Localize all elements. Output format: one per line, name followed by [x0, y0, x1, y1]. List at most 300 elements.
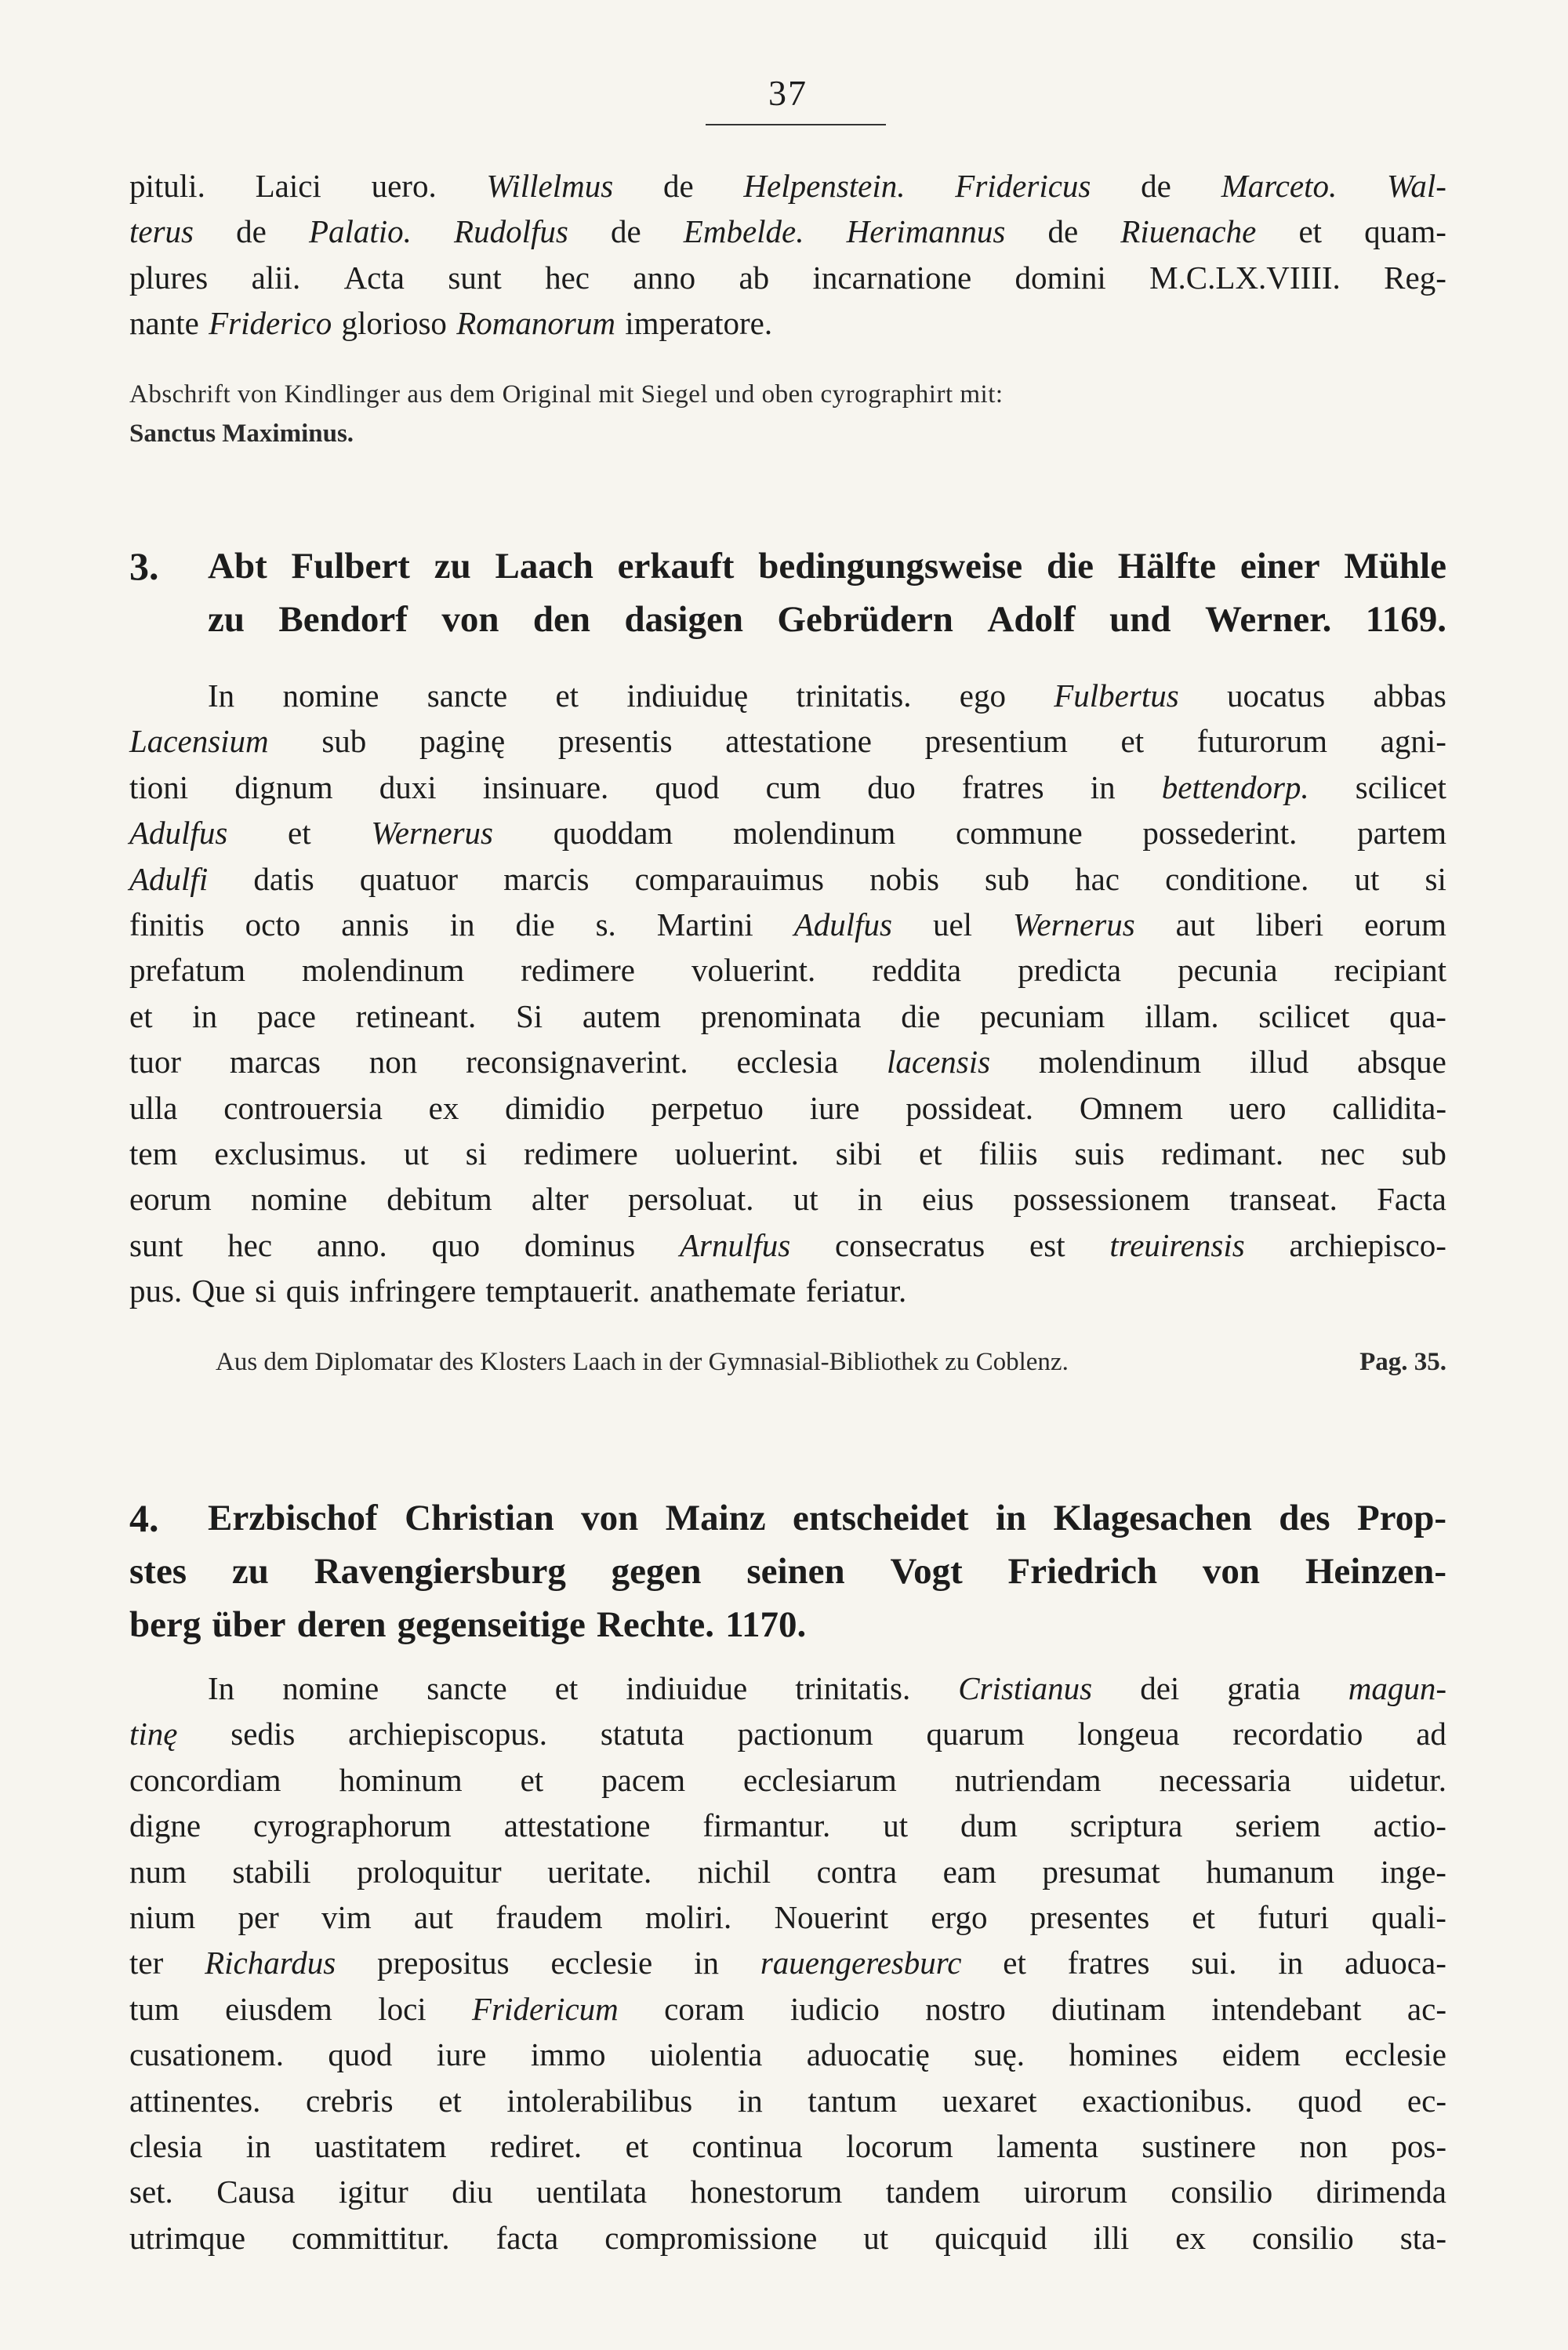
- word: Prop-: [1356, 1498, 1446, 1538]
- word: suis: [1074, 1135, 1125, 1171]
- word: Erzbischof: [208, 1498, 378, 1538]
- word: et: [1192, 1898, 1215, 1935]
- word: set.: [129, 2174, 173, 2210]
- doc4-body-line: [129, 1757, 1446, 1803]
- word: Laici: [255, 168, 321, 204]
- doc4-heading-line: [129, 1491, 1446, 1545]
- word: fratres: [961, 768, 1044, 805]
- word: dasigen: [624, 599, 743, 640]
- word: quis: [285, 1273, 340, 1309]
- word: ut: [1354, 860, 1380, 897]
- word: ter: [129, 1945, 164, 1981]
- word: nobis: [869, 860, 939, 897]
- word: ex: [1175, 2219, 1206, 2256]
- word: terus: [129, 213, 194, 250]
- word: rauengeresburc: [760, 1945, 962, 1981]
- word: cyrographorum: [253, 1807, 452, 1844]
- word: controuersia: [223, 1089, 383, 1126]
- word: tinę: [129, 1716, 178, 1753]
- word: Fulbert: [291, 546, 410, 587]
- word: ut: [793, 1181, 818, 1218]
- word: Omnem: [1079, 1089, 1183, 1126]
- word: uoluerint.: [674, 1135, 799, 1171]
- word: stabili: [232, 1853, 311, 1890]
- doc4-body: [129, 1665, 1446, 2261]
- word: datis: [253, 860, 314, 897]
- word: Romanorum: [456, 305, 615, 342]
- word: Marceto.: [1221, 168, 1338, 204]
- word: Cristianus: [958, 1670, 1093, 1706]
- word: in: [1278, 1945, 1304, 1981]
- word: clesia: [129, 2127, 203, 2164]
- word: digne: [129, 1807, 201, 1844]
- word: Que: [191, 1273, 245, 1309]
- word: et: [554, 1670, 579, 1706]
- word: uentilata: [536, 2174, 648, 2210]
- word: illam.: [1145, 997, 1219, 1034]
- word: uocatus: [1226, 677, 1326, 714]
- word: possederint.: [1142, 815, 1298, 852]
- word: eam: [942, 1853, 996, 1890]
- word: in: [449, 906, 475, 943]
- word: in: [192, 997, 218, 1034]
- word: Rudolfus: [454, 213, 568, 250]
- word: pecunia: [1178, 952, 1278, 989]
- doc4-body-line: [129, 1894, 1446, 1940]
- word: einer: [1240, 546, 1320, 587]
- word: Wernerus: [371, 815, 493, 852]
- word: indiuiduę: [626, 677, 749, 714]
- word: zu: [434, 546, 471, 587]
- word: proloquitur: [357, 1853, 502, 1890]
- word: cum: [765, 768, 822, 805]
- word: sub: [321, 723, 367, 760]
- word: et: [555, 677, 579, 714]
- word: honestorum: [690, 2174, 843, 2210]
- word: bedingungsweise: [758, 546, 1023, 587]
- word: redimere: [524, 1135, 638, 1171]
- word: in: [1090, 768, 1116, 805]
- word: et: [438, 2082, 462, 2119]
- word: Hälfte: [1117, 546, 1217, 587]
- doc3-body-line: [129, 718, 1446, 764]
- word: anno.: [316, 1226, 387, 1263]
- word: aduoca-: [1345, 1945, 1446, 1981]
- word: presentes: [1029, 1898, 1150, 1935]
- word: attinentes.: [129, 2082, 261, 2119]
- word: indiuidue: [626, 1670, 748, 1706]
- word: pos-: [1391, 2127, 1446, 2164]
- doc3-heading: [129, 539, 1446, 646]
- word: redimant.: [1161, 1135, 1284, 1171]
- word: persoluat.: [627, 1181, 754, 1218]
- word: quo: [431, 1226, 481, 1263]
- word: possessionem: [1013, 1181, 1190, 1218]
- word: consilio: [1171, 2174, 1273, 2210]
- word: infringere: [349, 1273, 477, 1309]
- doc3-heading-line: [129, 593, 1446, 646]
- word: et: [1003, 1945, 1026, 1981]
- word: Gebrüdern: [777, 599, 953, 640]
- word: plures: [129, 259, 209, 296]
- word: anno: [633, 259, 696, 296]
- word: Friderico: [209, 305, 332, 342]
- page-number: 37: [768, 73, 808, 113]
- word: de: [610, 213, 641, 250]
- word: commune: [956, 815, 1083, 852]
- word: die: [515, 906, 555, 943]
- word: agni-: [1380, 723, 1446, 760]
- continuation-source-note: [129, 375, 1446, 453]
- word: uero: [1229, 1089, 1287, 1126]
- word: prepositus: [377, 1945, 510, 1981]
- word: fratres: [1067, 1945, 1150, 1981]
- word: Ravengiersburg: [314, 1551, 566, 1592]
- word: sunt: [129, 1226, 183, 1263]
- word: erkauft: [617, 546, 735, 587]
- word: partem: [1357, 815, 1446, 852]
- doc3-body-line: [129, 902, 1446, 947]
- page-number-rule: [706, 124, 886, 125]
- word: tioni: [129, 768, 189, 805]
- word: et: [625, 2127, 649, 2164]
- word: nec: [1320, 1135, 1365, 1171]
- word: ex: [428, 1089, 459, 1126]
- word: tantum: [808, 2082, 898, 2119]
- word: quali-: [1371, 1898, 1446, 1935]
- word: hec: [227, 1226, 273, 1263]
- word: dei: [1140, 1670, 1180, 1706]
- word: bettendorp.: [1161, 768, 1309, 805]
- word: presentis: [557, 723, 673, 760]
- word: ecclesie: [1345, 2036, 1446, 2073]
- word: uero.: [371, 168, 437, 204]
- continuation-line: [129, 209, 1446, 254]
- word: iure: [436, 2036, 487, 2073]
- word: longeua: [1077, 1716, 1180, 1753]
- word: possideat.: [906, 1089, 1034, 1126]
- note-line: [129, 414, 1446, 453]
- doc4-heading-line: [129, 1598, 1446, 1651]
- doc4-body-line: [129, 2123, 1446, 2169]
- word: Causa: [216, 2174, 296, 2210]
- word: magun-: [1348, 1670, 1446, 1706]
- word: Reg-: [1384, 259, 1446, 296]
- word: sunt: [448, 259, 502, 296]
- word: In: [208, 677, 235, 714]
- word: utrimque: [129, 2219, 246, 2256]
- doc4-body-line: [129, 2032, 1446, 2077]
- word: uel: [932, 906, 973, 943]
- word: concordiam: [129, 1761, 281, 1798]
- word: cusationem.: [129, 2036, 284, 2073]
- word: s.: [595, 906, 616, 943]
- word: perpetuo: [651, 1089, 764, 1126]
- word: sub: [1401, 1135, 1446, 1171]
- word: inge-: [1380, 1853, 1446, 1890]
- word: Lacensium: [129, 723, 269, 760]
- word: sub: [985, 860, 1029, 897]
- word: Willelmus: [486, 168, 614, 204]
- word: sibi: [835, 1135, 883, 1171]
- word: Abt: [208, 546, 267, 587]
- word: Christian: [405, 1498, 554, 1538]
- word: nium: [129, 1898, 196, 1935]
- faint-bleedthrough: [129, 1248, 1446, 1272]
- word: immo: [530, 2036, 606, 2073]
- word: loci: [378, 1990, 426, 2027]
- word: ut: [883, 1807, 909, 1844]
- word: quod: [328, 2036, 393, 2073]
- word: et: [288, 815, 311, 852]
- word: ut: [863, 2219, 889, 2256]
- word: qua-: [1389, 997, 1446, 1034]
- word: fraudem: [495, 1898, 603, 1935]
- word: dignum: [234, 768, 333, 805]
- word: des: [1279, 1498, 1330, 1538]
- word: ego: [959, 677, 1006, 714]
- word: pactionum: [737, 1716, 873, 1753]
- word: trinitatis.: [795, 1670, 911, 1706]
- word: iudicio: [790, 1990, 880, 2027]
- word: transeat.: [1229, 1181, 1338, 1218]
- word: eorum: [1364, 906, 1446, 943]
- word: ad: [1416, 1716, 1446, 1753]
- doc3-body: [129, 673, 1446, 1313]
- word: gegen: [611, 1551, 702, 1592]
- word: Laach: [495, 546, 593, 587]
- word: autem: [582, 997, 662, 1034]
- word: et: [918, 1135, 942, 1171]
- word: tuor: [129, 1044, 182, 1081]
- word: committitur.: [292, 2219, 450, 2256]
- word: facta: [495, 2219, 559, 2256]
- word: eius: [922, 1181, 975, 1218]
- doc4-body-line: [129, 2169, 1446, 2214]
- note-text: Abschrift von Kindlinger aus dem Original mit Siegel und oben cyrographirt mit:: [129, 380, 1004, 409]
- word: ueritate.: [547, 1853, 652, 1890]
- word: ac-: [1406, 1990, 1446, 2027]
- note-line: [129, 375, 1446, 414]
- word: et: [129, 997, 153, 1034]
- word: ec-: [1406, 2082, 1446, 2119]
- word: deren: [296, 1604, 387, 1645]
- word: uidetur.: [1348, 1761, 1446, 1798]
- doc3-body-line: [129, 765, 1446, 810]
- doc3-source-note: [129, 1342, 1446, 1382]
- word: sancte: [426, 1670, 507, 1706]
- word: entscheidet: [793, 1498, 969, 1538]
- word: nomine: [282, 1670, 379, 1706]
- word: M.C.LX.VIIII.: [1149, 259, 1341, 296]
- word: ab: [739, 259, 770, 296]
- word: Wal-: [1387, 168, 1446, 204]
- word: futuri: [1258, 1898, 1330, 1935]
- word: Palatio.: [308, 213, 412, 250]
- word: alter: [531, 1181, 589, 1218]
- word: archiepiscopus.: [348, 1716, 547, 1753]
- word: anathemate: [649, 1273, 797, 1309]
- word: humanum: [1206, 1853, 1335, 1890]
- word: Mühle: [1344, 546, 1446, 587]
- word: quam-: [1364, 213, 1446, 250]
- word: presentium: [924, 723, 1068, 760]
- word: ulla: [129, 1089, 178, 1126]
- word: Bendorf: [278, 599, 408, 640]
- word: Embelde.: [683, 213, 804, 250]
- word: nutriendam: [954, 1761, 1102, 1798]
- word: gegenseitige: [397, 1604, 586, 1645]
- word: quod: [655, 768, 720, 805]
- word: hec: [545, 259, 590, 296]
- doc3-body-line: [129, 993, 1446, 1039]
- doc3-body-line: [129, 947, 1446, 993]
- word: sancte: [426, 677, 508, 714]
- word: duxi: [379, 768, 437, 805]
- doc3-note-ref: Pag. 35.: [1359, 1348, 1446, 1376]
- doc3-body-line: [129, 1039, 1446, 1084]
- word: quod: [1298, 2082, 1363, 2119]
- word: Nouerint: [774, 1898, 889, 1935]
- word: molendinum: [1038, 1044, 1202, 1081]
- word: duo: [867, 768, 916, 805]
- word: treuirensis: [1109, 1226, 1245, 1263]
- word: Acta: [343, 259, 405, 296]
- word: und: [1109, 599, 1171, 640]
- word: redimere: [521, 952, 635, 989]
- word: von: [581, 1498, 639, 1538]
- doc4-body-line: [129, 1849, 1446, 1894]
- doc3-body-line: [129, 1176, 1446, 1222]
- word: trinitatis.: [796, 677, 912, 714]
- word: voluerint.: [691, 952, 816, 989]
- word: Herimannus: [846, 213, 1006, 250]
- word: per: [238, 1898, 279, 1935]
- word: ecclesiarum: [743, 1761, 897, 1798]
- word: insinuare.: [482, 768, 609, 805]
- word: uastitatem: [314, 2127, 447, 2164]
- word: Adulfus: [793, 906, 892, 943]
- continuation-line: [129, 163, 1446, 209]
- word: ergo: [931, 1898, 988, 1935]
- word: iure: [809, 1089, 860, 1126]
- word: Mainz: [665, 1498, 766, 1538]
- word: Fridericus: [955, 168, 1091, 204]
- word: pace: [256, 997, 316, 1034]
- word: marcas: [229, 1044, 321, 1081]
- word: über: [212, 1604, 286, 1645]
- word: si: [1425, 860, 1446, 897]
- word: seinen: [746, 1551, 845, 1592]
- word: de: [1141, 168, 1171, 204]
- word: molendinum: [301, 952, 465, 989]
- word: attestatione: [725, 723, 872, 760]
- word: de: [662, 168, 694, 204]
- word: homines: [1069, 2036, 1178, 2073]
- word: igitur: [338, 2174, 408, 2210]
- doc3-heading-line: [129, 539, 1446, 593]
- word: de: [1047, 213, 1079, 250]
- word: dominus: [524, 1226, 636, 1263]
- doc3-body-line: [129, 673, 1446, 718]
- word: filiis: [978, 1135, 1038, 1171]
- doc4-heading: [129, 1491, 1446, 1651]
- word: continua: [691, 2127, 803, 2164]
- word: dum: [960, 1807, 1018, 1844]
- word: nomine: [251, 1181, 347, 1218]
- word: eorum: [129, 1181, 212, 1218]
- doc4-body-line: [129, 2215, 1446, 2261]
- word: ut: [404, 1135, 429, 1171]
- word: coram: [664, 1990, 745, 2027]
- word: 1170.: [725, 1604, 807, 1645]
- word: comparauimus: [634, 860, 824, 897]
- word: hac: [1075, 860, 1120, 897]
- word: Fulbertus: [1054, 677, 1179, 714]
- word: compromissione: [604, 2219, 818, 2256]
- word: incarnatione: [812, 259, 972, 296]
- word: tum: [129, 1990, 180, 2027]
- word: Rechte.: [596, 1604, 714, 1645]
- word: sustinere: [1142, 2127, 1257, 2164]
- word: predicta: [1018, 952, 1122, 989]
- word: seriem: [1235, 1807, 1321, 1844]
- word: pacem: [601, 1761, 686, 1798]
- doc4-heading-line: [129, 1545, 1446, 1598]
- word: illi: [1093, 2219, 1130, 2256]
- word: non: [368, 1044, 418, 1081]
- word: paginę: [419, 723, 506, 760]
- word: vim: [321, 1898, 372, 1935]
- word: ecclesie: [550, 1945, 653, 1981]
- word: contra: [816, 1853, 898, 1890]
- word: quicquid: [935, 2219, 1047, 2256]
- doc4-body-line: [129, 1803, 1446, 1848]
- word: tandem: [885, 2174, 981, 2210]
- word: nostro: [925, 1990, 1006, 2027]
- word: den: [532, 599, 591, 640]
- word: Werner.: [1204, 599, 1332, 640]
- word: Richardus: [205, 1945, 336, 1981]
- word: ecclesia: [736, 1044, 839, 1081]
- word: intendebant: [1211, 1990, 1362, 2027]
- word: domini: [1014, 259, 1106, 296]
- word: zu: [208, 599, 245, 640]
- word: si: [255, 1273, 277, 1309]
- word: absque: [1357, 1044, 1446, 1081]
- word: diutinam: [1051, 1990, 1166, 2027]
- doc4-body-line: [129, 2078, 1446, 2123]
- word: Arnulfus: [679, 1226, 791, 1263]
- word: lamenta: [996, 2127, 1098, 2164]
- word: Heinzen-: [1305, 1551, 1446, 1592]
- word: est: [1029, 1226, 1065, 1263]
- word: Adulfus: [129, 815, 228, 852]
- word: quarum: [926, 1716, 1025, 1753]
- word: exactionibus.: [1082, 2082, 1253, 2119]
- continuation-line: [129, 300, 1446, 346]
- doc4-body-line: [129, 1940, 1446, 1985]
- word: In: [208, 1670, 235, 1706]
- word: scilicet: [1355, 768, 1446, 805]
- word: sedis: [230, 1716, 296, 1753]
- word: temptauerit.: [485, 1273, 641, 1309]
- word: in: [995, 1498, 1027, 1538]
- word: archiepisco-: [1289, 1226, 1446, 1263]
- word: tem: [129, 1135, 178, 1171]
- word: uiolentia: [649, 2036, 763, 2073]
- word: eiusdem: [225, 1990, 332, 2027]
